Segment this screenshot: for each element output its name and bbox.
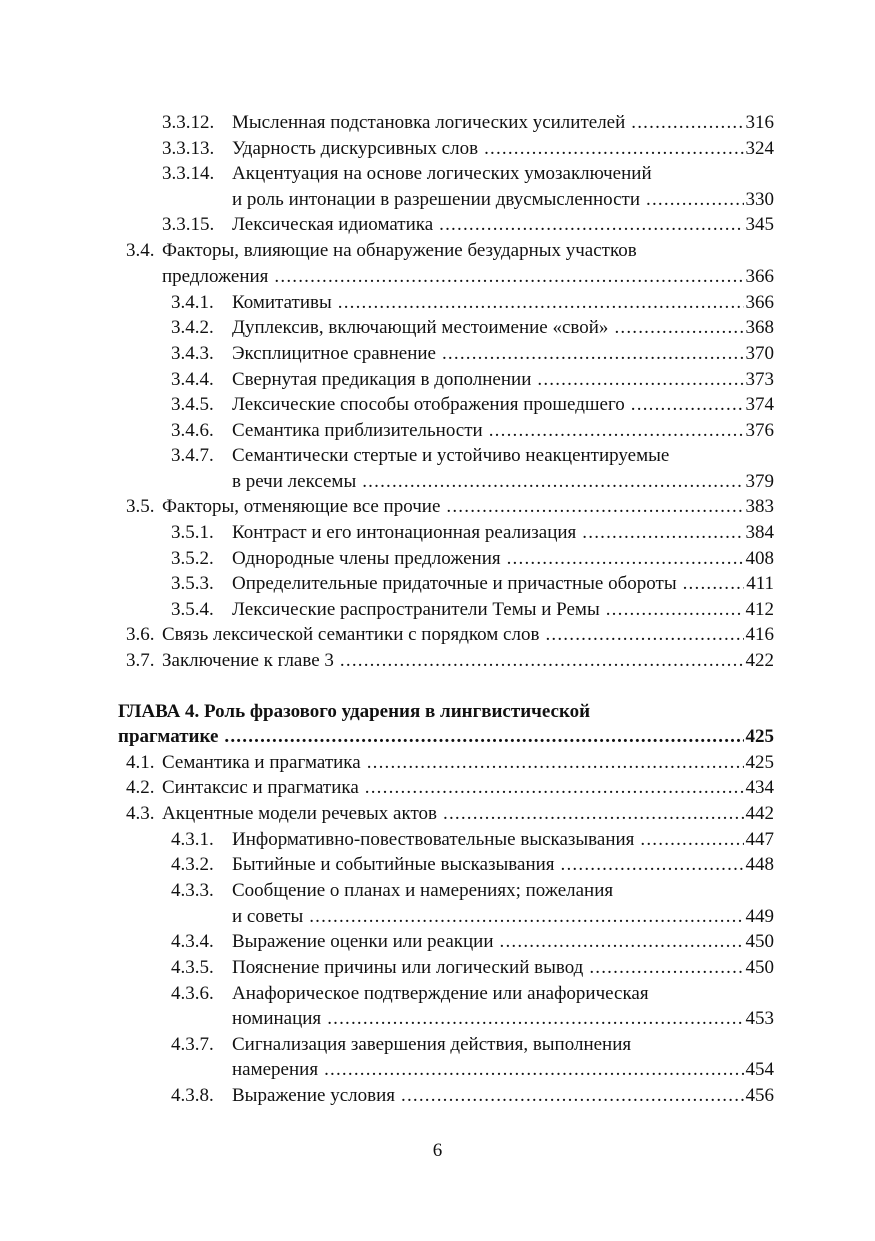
dot-leader (367, 750, 744, 776)
dot-leader (446, 494, 743, 520)
toc-entry (0, 775, 774, 801)
toc-entry-page: 434 (745, 777, 774, 798)
dot-leader (489, 418, 744, 444)
dot-leader (224, 724, 743, 750)
toc-entry-title: Информативно-повествовательные высказывания (232, 829, 635, 850)
toc-entry (0, 110, 774, 136)
toc-entry-page: 374 (745, 394, 774, 415)
toc-entry-title: Выражение оценки или реакции (232, 931, 494, 952)
toc-entry-number: 3.3.14. (162, 163, 215, 184)
toc-entry-title: ГЛАВА 4. Роль фразового ударения в лингвистической (118, 701, 591, 722)
toc-entry-page: 383 (745, 496, 774, 517)
toc-entry-title: Эксплицитное сравнение (232, 343, 436, 364)
toc-entry-number: 3.3.13. (162, 138, 215, 159)
toc-entry-page: 379 (745, 471, 774, 492)
toc-entry (0, 1057, 774, 1083)
toc-entry-title: Сигнализация завершения действия, выполнения (232, 1034, 632, 1055)
dot-leader (537, 367, 743, 393)
toc-entry-page: 370 (745, 343, 774, 364)
dot-leader (338, 290, 744, 316)
dot-leader (401, 1083, 744, 1109)
toc-entry-title: Бытийные и событийные высказывания (232, 854, 555, 875)
toc-entry-title: Сообщение о планах и намерениях; пожелания (232, 880, 614, 901)
toc-entry-title: Факторы, отменяющие все прочие (162, 496, 441, 517)
toc-entry-title: Семантика и прагматика (162, 752, 361, 773)
dot-leader (340, 648, 744, 674)
toc-entry-number: 4.3.5. (171, 957, 214, 978)
toc-entry (0, 238, 774, 264)
toc-entry-page: 447 (745, 829, 774, 850)
toc-entry-number: 4.3.2. (171, 854, 214, 875)
dot-leader (545, 622, 743, 648)
toc-entry (0, 724, 774, 750)
toc-entry-title: Лексические способы отображения прошедшего (232, 394, 625, 415)
toc-entry-number: 4.1. (126, 752, 155, 773)
toc-entry-title: и роль интонации в разрешении двусмысленности (232, 189, 640, 210)
toc-entry (0, 212, 774, 238)
dot-leader (327, 1006, 743, 1032)
toc-entry (0, 290, 774, 316)
dot-leader (362, 469, 743, 495)
toc-entry-page: 368 (745, 317, 774, 338)
toc-entry (0, 852, 774, 878)
toc-entry-number: 3.4.2. (171, 317, 214, 338)
toc-entry-title: в речи лексемы (232, 471, 357, 492)
dot-leader (640, 827, 743, 853)
toc-entry-number: 3.5.2. (171, 548, 214, 569)
toc-entry-title: Определительные придаточные и причастные обороты (232, 573, 677, 594)
dot-leader (500, 929, 744, 955)
toc-entry-page: 330 (745, 189, 774, 210)
toc-entry-number: 3.5.4. (171, 599, 214, 620)
toc-entry (0, 315, 774, 341)
toc-entry-number: 3.5.3. (171, 573, 214, 594)
dot-leader (274, 264, 743, 290)
toc-entry-number: 3.3.15. (162, 214, 215, 235)
toc-entry-page: 412 (745, 599, 774, 620)
dot-leader (443, 801, 744, 827)
dot-leader (582, 520, 743, 546)
dot-leader (646, 187, 744, 213)
toc-entry (0, 136, 774, 162)
toc-entry (0, 494, 774, 520)
dot-leader (589, 955, 743, 981)
toc-entry (0, 1032, 774, 1058)
toc-entry-page: 345 (745, 214, 774, 235)
toc-entry (0, 418, 774, 444)
toc-entry-number: 3.4. (126, 240, 155, 261)
toc-entry-page: 384 (745, 522, 774, 543)
toc-entry-page: 366 (745, 292, 774, 313)
toc-entry-page: 366 (745, 266, 774, 287)
toc-entry-title: Ударность дискурсивных слов (232, 138, 479, 159)
toc-entry-title: Анафорическое подтверждение или анафорическая (232, 983, 649, 1004)
dot-leader (484, 136, 743, 162)
toc-entry-page: 422 (745, 650, 774, 671)
toc-entry-title: намерения (232, 1059, 319, 1080)
toc-entry (0, 622, 774, 648)
toc-entry (0, 648, 774, 674)
dot-leader (324, 1057, 743, 1083)
toc-entry-number: 3.7. (126, 650, 155, 671)
toc-entry-title: и советы (232, 906, 304, 927)
toc-entry-page: 454 (745, 1059, 774, 1080)
toc-entry-title: Заключение к главе 3 (162, 650, 334, 671)
toc-entry-page: 411 (746, 573, 774, 594)
toc-entry-number: 3.3.12. (162, 112, 215, 133)
toc-entry-title: Акцентуация на основе логических умозаключений (232, 163, 652, 184)
toc-entry-title: прагматике (118, 726, 219, 747)
toc-entry (0, 801, 774, 827)
toc-entry (0, 1083, 774, 1109)
dot-leader (507, 546, 744, 572)
toc-entry-title: Факторы, влияющие на обнаружение безударных участков (162, 240, 637, 261)
dot-leader (606, 597, 744, 623)
dot-leader (683, 571, 745, 597)
toc-entry-number: 3.5.1. (171, 522, 214, 543)
toc-entry-title: номинация (232, 1008, 322, 1029)
page-number: 6 (432, 1140, 443, 1161)
toc-entry-number: 3.4.6. (171, 420, 214, 441)
toc-entry-title: Выражение условия (232, 1085, 395, 1106)
toc-entry-title: Однородные члены предложения (232, 548, 501, 569)
toc-entry (0, 341, 774, 367)
toc-entry (0, 1006, 774, 1032)
toc-entry-title: Семантически стертые и устойчиво неакцентируемые (232, 445, 670, 466)
toc-entry-page: 324 (745, 138, 774, 159)
toc-entry-page: 448 (745, 854, 774, 875)
toc-entry-number: 3.4.1. (171, 292, 214, 313)
toc-entry-title: Мысленная подстановка логических усилителей (232, 112, 626, 133)
dot-leader (442, 341, 744, 367)
toc-entry (0, 878, 774, 904)
dot-leader (309, 904, 743, 930)
toc-entry-title: Лексические распространители Темы и Ремы (232, 599, 600, 620)
toc-entry (0, 264, 774, 290)
toc-entry-title: Пояснение причины или логический вывод (232, 957, 584, 978)
toc-entry-title: предложения (162, 266, 269, 287)
toc-entry-number: 3.4.5. (171, 394, 214, 415)
toc-entry-page: 442 (745, 803, 774, 824)
toc-entry (0, 981, 774, 1007)
toc-entry (0, 827, 774, 853)
toc-entry-title: Лексическая идиоматика (232, 214, 434, 235)
toc-entry-title: Комитативы (232, 292, 332, 313)
toc-entry-number: 3.6. (126, 624, 155, 645)
toc-entry-number: 4.3.3. (171, 880, 214, 901)
toc-entry-number: 3.5. (126, 496, 155, 517)
toc-entry-page: 450 (745, 931, 774, 952)
toc-entry-page: 453 (745, 1008, 774, 1029)
toc-entry (0, 161, 774, 187)
toc-entry-number: 4.3.6. (171, 983, 214, 1004)
toc-entry-title: Свернутая предикация в дополнении (232, 369, 532, 390)
toc-entry (0, 520, 774, 546)
toc-entry (0, 443, 774, 469)
toc-entry-title: Контраст и его интонационная реализация (232, 522, 577, 543)
dot-leader (365, 775, 744, 801)
toc-entry (0, 929, 774, 955)
toc-entry (0, 955, 774, 981)
toc-entry-number: 4.2. (126, 777, 155, 798)
toc-entry (0, 597, 774, 623)
dot-leader (631, 392, 744, 418)
toc-entry-title: Семантика приблизительности (232, 420, 483, 441)
toc-entry-page: 456 (745, 1085, 774, 1106)
toc-entry-title: Синтаксис и прагматика (162, 777, 359, 798)
toc-entry-page: 416 (745, 624, 774, 645)
toc-entry-page: 425 (745, 752, 774, 773)
toc-entry-page: 449 (745, 906, 774, 927)
toc-entry (0, 187, 774, 213)
toc-entry-title: Акцентные модели речевых актов (162, 803, 437, 824)
toc-entry-number: 3.4.4. (171, 369, 214, 390)
toc-entry (0, 392, 774, 418)
toc-entry-page: 450 (745, 957, 774, 978)
toc-entry-number: 4.3.4. (171, 931, 214, 952)
toc-entry-number: 4.3.7. (171, 1034, 214, 1055)
dot-leader (561, 852, 744, 878)
toc-entry-page: 373 (745, 369, 774, 390)
toc-entry-number: 4.3.8. (171, 1085, 214, 1106)
toc-entry-page: 316 (745, 112, 774, 133)
toc-entry-number: 4.3. (126, 803, 155, 824)
toc-entry-page: 408 (745, 548, 774, 569)
toc-entry-number: 4.3.1. (171, 829, 214, 850)
toc-entry-title: Связь лексической семантики с порядком слов (162, 624, 540, 645)
toc-entry-page: 376 (745, 420, 774, 441)
toc-entry-number: 3.4.3. (171, 343, 214, 364)
toc-entry-number: 3.4.7. (171, 445, 214, 466)
dot-leader (631, 110, 743, 136)
toc-entry (0, 904, 774, 930)
dot-leader (614, 315, 743, 341)
toc-entry (0, 469, 774, 495)
toc-entry-title: Дуплексив, включающий местоимение «свой» (232, 317, 609, 338)
toc-entry (0, 750, 774, 776)
toc-entry (0, 367, 774, 393)
dot-leader (439, 212, 743, 238)
toc-entry (0, 546, 774, 572)
toc-entry-page: 425 (745, 726, 774, 747)
toc-entry (0, 571, 774, 597)
toc-entry (0, 699, 774, 725)
